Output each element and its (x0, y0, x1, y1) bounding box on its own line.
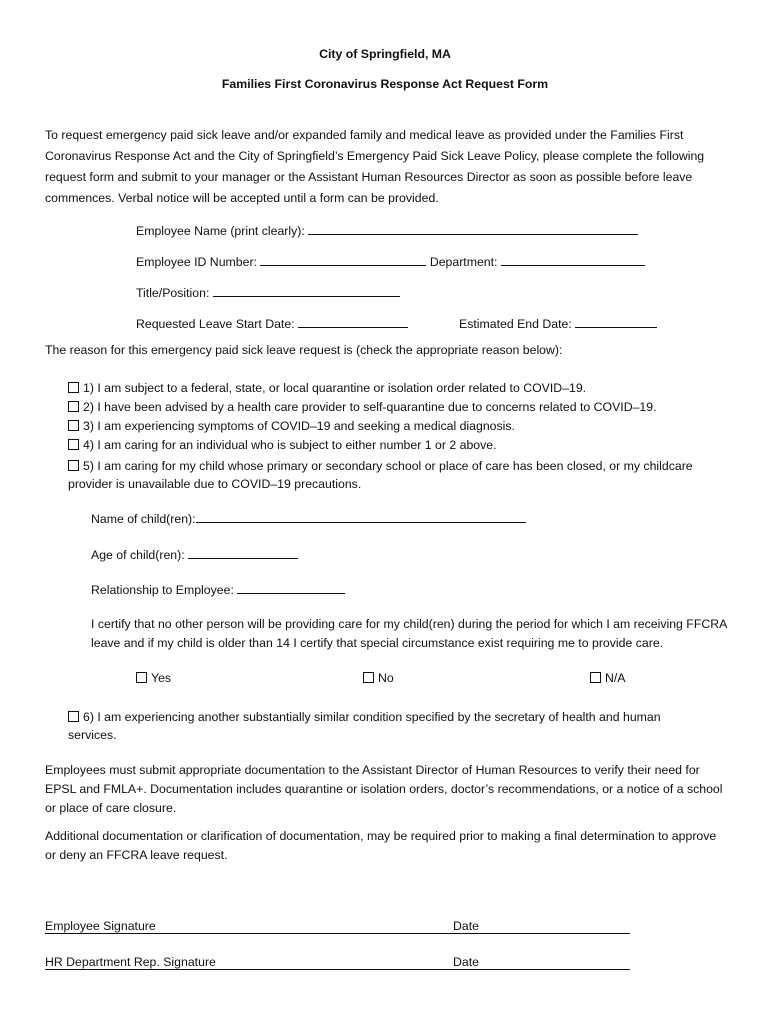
reason-item-5 (68, 457, 718, 493)
organization-title: City of Springfield, MA (319, 47, 451, 61)
reason-2-text: 2) I have been advised by a health care provider to self-quarantine due to concerns related to COVID–19. (83, 400, 657, 414)
reason-item-4 (68, 438, 497, 452)
employee-signature-label: Employee Signature (45, 919, 156, 933)
reason-prompt: The reason for this emergency paid sick leave request is (check the appropriate reason below): (45, 343, 563, 357)
reason-3-checkbox[interactable] (68, 420, 79, 431)
hr-signature-line[interactable] (45, 955, 630, 970)
reason-item-6 (68, 708, 708, 744)
employee-signature-line[interactable] (45, 919, 630, 934)
intro-paragraph: To request emergency paid sick leave and/or expanded family and medical leave as provided under the Families First Coronavirus Response Act and the City of Springfield’s Emergency Paid Sick Leave Policy, please complete the following request form and submit to your manager or the Assistant Human Resources Director as soon as possible before leave commences. Verbal notice will be accepted until a form can be provided. (45, 128, 705, 205)
employee-id-field[interactable] (260, 253, 426, 266)
reason-1-checkbox[interactable] (68, 382, 79, 393)
option-na (590, 671, 626, 685)
hr-signature-label: HR Department Rep. Signature (45, 955, 216, 969)
employee-name-field[interactable] (308, 222, 638, 235)
form-title: Families First Coronavirus Response Act Request Form (221, 77, 549, 91)
leave-start-row (136, 315, 408, 331)
child-age-field[interactable] (188, 546, 298, 559)
reason-6-checkbox[interactable] (68, 711, 79, 722)
employee-name-row (136, 222, 638, 238)
no-label: No (378, 671, 394, 685)
child-names-label: Name of child(ren): (91, 512, 196, 526)
employee-name-label: Employee Name (print clearly): (136, 224, 305, 238)
certify-text: I certify that no other person will be providing care for my child(ren) during the period for which I am receiving FFCRA leave and if my child is older than 14 I certify that special circumstance exist requiring me to provide care. (91, 617, 727, 650)
documentation-paragraph: Employees must submit appropriate documentation to the Assistant Director of Human Resources to verify their need for EPSL and FMLA+. Documentation includes quarantine or isolation orders, doctor’s recommendations, or a notice of a school or place of care closure. (45, 763, 723, 815)
relationship-field[interactable] (237, 581, 345, 594)
employee-id-label: Employee ID Number: (136, 255, 257, 269)
title-position-row (136, 284, 400, 300)
reason-item-3 (68, 419, 515, 433)
leave-start-label: Requested Leave Start Date: (136, 317, 295, 331)
reason-5-checkbox[interactable] (68, 460, 79, 471)
no-checkbox[interactable] (363, 672, 374, 683)
title-position-label: Title/Position: (136, 286, 210, 300)
option-yes (136, 671, 171, 685)
end-date-row (459, 315, 657, 331)
reason-1-text: 1) I am subject to a federal, state, or local quarantine or isolation order related to COVID–19. (83, 381, 587, 395)
employee-id-row (136, 253, 645, 269)
additional-paragraph: Additional documentation or clarification of documentation, may be required prior to making a final determination to approve or deny an FFCRA leave request. (45, 829, 717, 862)
employee-date-label: Date (453, 919, 479, 933)
reason-6-text: 6) I am experiencing another substantially similar condition specified by the secretary of health and human services. (68, 710, 661, 742)
reason-5-text: 5) I am caring for my child whose primary or secondary school or place of care has been closed, or my childcare provider is unavailable due to COVID–19 precautions. (68, 459, 693, 491)
child-age-label: Age of child(ren): (91, 548, 185, 562)
reason-item-1 (68, 381, 586, 395)
reason-4-text: 4) I am caring for an individual who is subject to either number 1 or 2 above. (83, 438, 497, 452)
relationship-label: Relationship to Employee: (91, 583, 234, 597)
option-no (363, 671, 394, 685)
reason-3-text: 3) I am experiencing symptoms of COVID–19 and seeking a medical diagnosis. (83, 419, 515, 433)
child-names-field[interactable] (196, 510, 526, 523)
relationship-row (91, 581, 345, 597)
yes-checkbox[interactable] (136, 672, 147, 683)
yes-label: Yes (151, 671, 172, 685)
na-label: N/A (605, 671, 626, 685)
end-date-field[interactable] (575, 315, 657, 328)
child-names-row (91, 510, 526, 526)
department-field[interactable] (501, 253, 645, 266)
reason-item-2 (68, 400, 657, 414)
leave-start-field[interactable] (298, 315, 408, 328)
na-checkbox[interactable] (590, 672, 601, 683)
hr-date-label: Date (453, 955, 479, 969)
child-age-row (91, 546, 298, 562)
reason-4-checkbox[interactable] (68, 439, 79, 450)
end-date-label: Estimated End Date: (459, 317, 572, 331)
title-position-field[interactable] (213, 284, 400, 297)
reason-2-checkbox[interactable] (68, 401, 79, 412)
department-label: Department: (429, 255, 498, 269)
